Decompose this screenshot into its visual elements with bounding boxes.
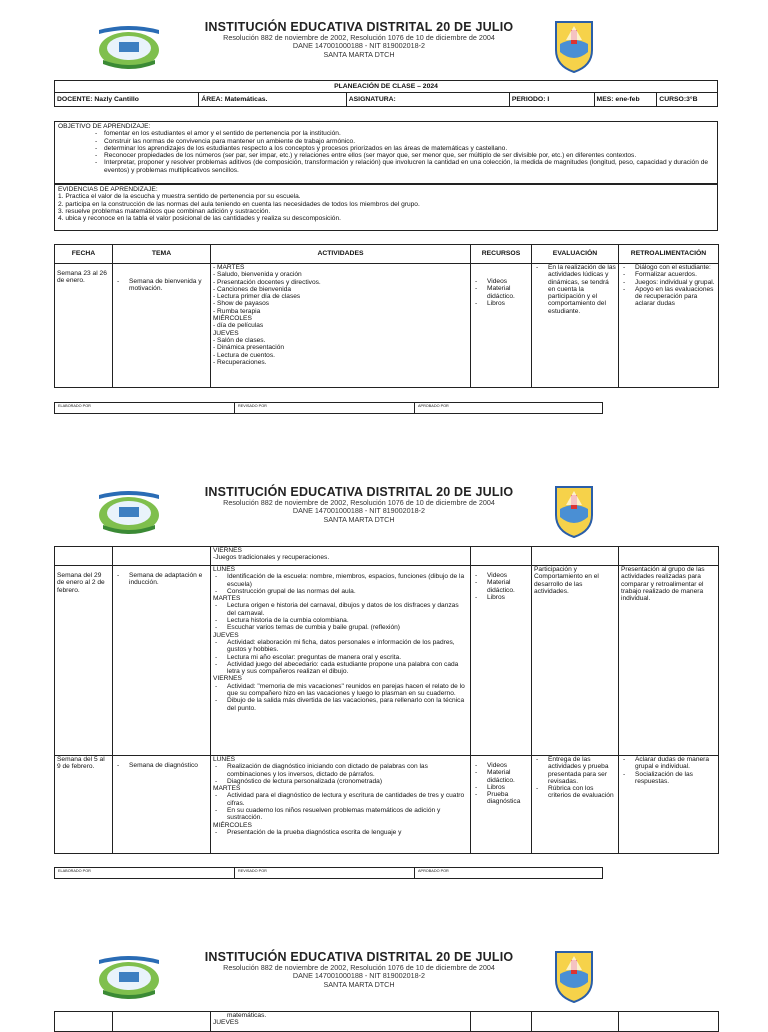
dash-bullet: -	[215, 763, 218, 771]
institution-resolution: Resolución 882 de noviembre de 2002, Resolución 1076 de 10 de diciembre de 2004	[223, 33, 495, 42]
tema-cell	[113, 566, 211, 756]
dash-bullet: -	[215, 573, 218, 581]
actividades-cell	[211, 756, 471, 854]
fecha-cell: Semana 23 al 26 de enero.	[55, 264, 113, 388]
list-item: - Formalizar acuerdos.	[621, 271, 716, 278]
list-item: - En la realización de las actividades lúdicas y dinámicas, se tendrá en cuenta la participación y el comportamiento del estudiante.	[534, 264, 616, 315]
list-item: - Material didáctico.	[473, 769, 529, 784]
col-header-tema: TEMA	[113, 245, 211, 264]
actividades-cell	[211, 264, 471, 388]
evidences-box	[54, 184, 718, 231]
school-logo-left	[93, 20, 165, 72]
dash-bullet: -	[215, 792, 218, 800]
col-header-recursos: RECURSOS	[471, 245, 532, 264]
institution-resolution: Resolución 882 de noviembre de 2002, Resolución 1076 de 10 de diciembre de 2004	[223, 963, 495, 972]
retro-cell	[619, 264, 719, 388]
table-row	[55, 756, 719, 854]
list-item: - Libros	[473, 594, 529, 601]
activity-item: - En su cuaderno los niños resuelven problemas matemáticos de adición y sustracción.	[215, 807, 441, 822]
list-item: - Socialización de las respuestas.	[621, 771, 716, 786]
plan-title: PLANEACIÓN DE CLASE – 2024	[55, 81, 718, 93]
asignatura-cell: ASIGNATURA:	[346, 93, 509, 107]
objectives-heading: OBJETIVO DE APRENDIZAJE:	[58, 123, 151, 130]
activity-item: - Presentación de la prueba diagnóstica escrita de lenguaje y	[215, 828, 402, 836]
recursos-cell	[471, 566, 532, 756]
signature-table-1	[54, 402, 603, 414]
dash-bullet: -	[215, 697, 218, 705]
recursos-cell	[471, 1012, 532, 1032]
institution-name: INSTITUCIÓN EDUCATIVA DISTRITAL 20 DE JULIO	[204, 20, 514, 34]
institution-city: SANTA MARTA DTCH	[323, 514, 395, 524]
school-logo-left	[93, 485, 165, 537]
city-shield-logo	[552, 483, 596, 539]
list-item: - Semana de adaptación e inducción.	[115, 572, 208, 587]
evidences-heading: EVIDENCIAS DE APRENDIZAJE:	[58, 186, 158, 193]
institution-header-3	[170, 950, 548, 989]
institution-resolution: Resolución 882 de noviembre de 2002, Resolución 1076 de 10 de diciembre de 2004	[223, 498, 495, 507]
tema-cell	[113, 1012, 211, 1032]
retro-cell	[619, 756, 719, 854]
table-row	[55, 1012, 719, 1032]
list-item: - Diálogo con el estudiante:	[621, 264, 716, 271]
institution-dane: DANE 147001000188 - NIT 819002018-2	[292, 971, 426, 981]
activity-day: LUNES	[213, 756, 235, 763]
evidence-item: 3. resuelve problemas matemáticos que combinan adición y sustracción.	[58, 207, 271, 215]
activity-line: - MARTES	[213, 264, 245, 271]
institution-dane: DANE 147001000188 - NIT 819002018-2	[292, 41, 426, 51]
dash-bullet: -	[215, 638, 218, 646]
activity-line: - Show de payasos	[213, 300, 270, 308]
table-row	[55, 547, 719, 566]
retro-cell	[619, 1012, 719, 1032]
table-row	[55, 566, 719, 756]
activity-day: LUNES	[213, 566, 235, 573]
objective-item: - Reconocer propiedades de los números (ser par, ser impar, etc.) y relaciones entre ellos (ser mayor que, ser menor que, ser múltiplo de ser divisible por, etc.) en diferentes contextos.	[104, 152, 714, 159]
activity-line: - Rumba terapia	[213, 307, 261, 315]
activity-line: - Lectura de cuentos.	[213, 351, 275, 359]
list-item: - Entrega de las actividades y prueba presentada para ser revisadas.	[534, 756, 616, 785]
institution-header-2	[170, 485, 548, 524]
activity-day: JUEVES	[213, 631, 239, 639]
tema-cell	[113, 264, 211, 388]
activity-line: JUEVES	[213, 329, 239, 337]
activity-line: - Presentación docentes y directivos.	[213, 278, 321, 286]
dash-bullet: -	[215, 777, 218, 785]
dash-bullet: -	[215, 617, 218, 625]
activity-item: - Construcción grupal de las normas del aula.	[215, 587, 356, 595]
actividades-cell	[211, 566, 471, 756]
objective-item: - Interpretar, proponer y resolver problemas aditivos (de composición, transformación y relación) que involucren la cantidad en una colección, la medida de magnitudes (longitud, peso, capacidad y duración de eventos) y problemas multiplicativos sencillos.	[104, 159, 714, 174]
list-item: - Material didáctico.	[473, 579, 529, 594]
activity-line: MIÉRCOLES	[213, 315, 252, 323]
activity-item: - Dibujo de la salida más divertida de las vacaciones, para rellenarlo con la técnica del punto.	[215, 697, 465, 712]
activity-item: - Escuchar varios temas de cumbia y baile grupal. (reflexión)	[215, 624, 400, 632]
recursos-cell	[471, 547, 532, 566]
objective-item: - determinar los aprendizajes de los estudiantes respecto a los conceptos y procesos priorizados en las áreas de matemáticas y castellano.	[104, 145, 714, 152]
aprobado-cell: APROBADO POR	[415, 403, 603, 414]
list-item: - Videos	[473, 572, 529, 579]
col-header-evaluacion: EVALUACIÓN	[532, 245, 619, 264]
table-row	[55, 264, 719, 388]
docente-cell: DOCENTE: Nazly Cantillo	[55, 93, 199, 107]
dash-bullet: -	[215, 807, 218, 815]
actividades-cell	[211, 1012, 471, 1032]
list-item: - Semana de bienvenida y motivación.	[115, 278, 208, 293]
aprobado-cell: APROBADO POR	[415, 868, 603, 879]
activity-day: JUEVES	[213, 1019, 239, 1027]
dash-bullet: -	[215, 653, 218, 661]
evaluacion-cell	[532, 264, 619, 388]
list-item: - Apoyo en las evaluaciones de recuperación para aclarar dudas	[621, 286, 716, 308]
activity-item: - Actividad juego del abecedario: cada estudiante propone una palabra con cada letra y sus compañeros realizan el dibujo.	[215, 660, 459, 676]
activities-table-page2	[54, 546, 719, 854]
col-header-retro: RETROALIMENTACIÓN	[619, 245, 719, 264]
dash-bullet: -	[215, 602, 218, 610]
list-item: - Semana de diagnóstico	[115, 762, 208, 769]
tema-cell	[113, 756, 211, 854]
col-header-actividades: ACTIVIDADES	[211, 245, 471, 264]
fecha-cell: Semana del 5 al 9 de febrero.	[55, 756, 113, 854]
activity-item: - Diagnóstico de lectura personalizada (cronometrada)	[215, 777, 383, 785]
dash-bullet: -	[215, 587, 218, 595]
dash-bullet: -	[215, 828, 218, 836]
institution-name: INSTITUCIÓN EDUCATIVA DISTRITAL 20 DE JULIO	[204, 485, 514, 499]
activity-line: - Salón de clases.	[213, 336, 266, 344]
activity-item: - Actividad: elaboración mi ficha, datos personales e información de los padres, gustos y hobbies.	[215, 638, 455, 654]
list-item: - Prueba diagnóstica	[473, 791, 529, 806]
objectives-list	[58, 130, 714, 174]
activity-day: MARTES	[213, 595, 241, 603]
recursos-cell	[471, 264, 532, 388]
evidence-item: 4. ubica y reconoce en la tabla el valor posicional de las cantidades y realiza su descomposición.	[58, 215, 341, 223]
activity-line: - Dinámica presentación	[213, 344, 285, 352]
page-header-1	[0, 16, 768, 76]
list-item: - Videos	[473, 762, 529, 769]
activities-table-page3	[54, 1011, 719, 1032]
revisado-cell: REVISADO POR	[235, 868, 415, 879]
institution-header-1	[170, 20, 548, 59]
curso-cell: CURSO:3°B	[657, 93, 718, 107]
activities-table-page1	[54, 244, 719, 388]
list-item: - Aclarar dudas de manera grupal e individual.	[621, 756, 716, 771]
activity-item: - Actividad: "memoria de mis vacaciones" reunidos en parejas hacen el relato de lo que su compañero hizo en las vacaciones y luego lo plasman en su cuaderno.	[215, 682, 465, 698]
page-header-3	[0, 946, 768, 1006]
objectives-box	[54, 121, 718, 184]
elaborado-cell: ELABORADO POR	[55, 403, 235, 414]
recursos-cell	[471, 756, 532, 854]
school-logo-left	[93, 950, 165, 1002]
activity-line: - día de películas	[213, 322, 264, 330]
activity-day: VIERNES	[213, 547, 242, 554]
activity-item: - Lectura mi año escolar: preguntas de manera oral y escrita.	[215, 653, 402, 661]
actividades-cell	[211, 547, 471, 566]
retro-cell: Presentación al grupo de las actividades realizadas para comparar y retroalimentar el trabajo realizado de manera individual.	[619, 566, 719, 756]
city-shield-logo	[552, 18, 596, 74]
list-item: - Videos	[473, 278, 529, 285]
retro-cell	[619, 547, 719, 566]
mes-cell: MES: ene-feb	[594, 93, 657, 107]
institution-city: SANTA MARTA DTCH	[323, 49, 395, 59]
list-item: - Juegos: individual y grupal.	[621, 279, 716, 286]
tema-cell	[113, 547, 211, 566]
activity-item: - Lectura historia de la cumbia colombiana.	[215, 617, 349, 625]
activity-line: - Lectura primer día de clases	[213, 293, 301, 301]
dash-bullet: -	[215, 660, 218, 668]
institution-city: SANTA MARTA DTCH	[323, 979, 395, 989]
objective-item: - Construir las normas de convivencia para mantener un ambiente de trabajo armónico.	[104, 138, 714, 145]
activity-day: MARTES	[213, 785, 241, 793]
evidence-item: 2. participa en la construcción de las normas del aula teniendo en cuenta las necesidades de todos los miembros del grupo.	[58, 200, 420, 208]
activity-day: MIÉRCOLES	[213, 821, 252, 829]
fecha-cell	[55, 547, 113, 566]
list-item: - Material didáctico.	[473, 285, 529, 300]
institution-dane: DANE 147001000188 - NIT 819002018-2	[292, 506, 426, 516]
evaluacion-cell	[532, 756, 619, 854]
evaluacion-cell	[532, 547, 619, 566]
list-item: - Libros	[473, 784, 529, 791]
objective-item: - fomentar en los estudiantes el amor y el sentido de pertenencia por la institución.	[104, 130, 714, 137]
periodo-cell: PERIODO: I	[509, 93, 594, 107]
activity-item: - Lectura origen e historia del carnaval, dibujos y datos de los disfraces y danzas del carnaval.	[215, 602, 459, 617]
list-item: - Rúbrica con los criterios de evaluación	[534, 785, 616, 800]
elaborado-cell: ELABORADO POR	[55, 868, 235, 879]
dash-bullet: -	[215, 624, 218, 632]
fecha-cell	[55, 1012, 113, 1032]
dash-bullet: -	[215, 682, 218, 690]
activity-line: matemáticas.	[227, 1012, 267, 1019]
plan-info-table	[54, 80, 718, 107]
revisado-cell: REVISADO POR	[235, 403, 415, 414]
area-cell: ÁREA: Matemáticas.	[199, 93, 346, 107]
activity-line: - Saludo, bienvenida y oración	[213, 271, 302, 279]
evaluacion-cell: Participación y Comportamiento en el desarrollo de las actividades.	[532, 566, 619, 756]
activity-line: - Canciones de bienvenida	[213, 285, 292, 293]
activity-item: - Identificación de la escuela: nombre, miembros, espacios, funciones (dibujo de la escuela)	[215, 573, 465, 588]
list-item: - Libros	[473, 300, 529, 307]
evaluacion-cell	[532, 1012, 619, 1032]
page-header-2	[0, 481, 768, 541]
activity-item: - Realización de diagnóstico iniciando con dictado de palabras con las combinaciones y los inversos, dictado de párrafos.	[215, 763, 428, 778]
fecha-cell: Semana del 29 de enero al 2 de febrero.	[55, 566, 113, 756]
signature-table-2	[54, 867, 603, 879]
activity-item: - Actividad para el diagnóstico de lectura y escritura de cantidades de tres y cuatro cifras.	[215, 792, 465, 807]
col-header-fecha: FECHA	[55, 245, 113, 264]
activity-line: - Recuperaciones.	[213, 358, 267, 366]
evidence-item: 1. Practica el valor de la escucha y muestra sentido de pertenencia por su escuela.	[58, 193, 301, 201]
city-shield-logo	[552, 948, 596, 1004]
activity-day: VIERNES	[213, 675, 242, 683]
institution-name: INSTITUCIÓN EDUCATIVA DISTRITAL 20 DE JULIO	[204, 950, 514, 964]
activity-line: -Juegos tradicionales y recuperaciones.	[213, 554, 330, 562]
